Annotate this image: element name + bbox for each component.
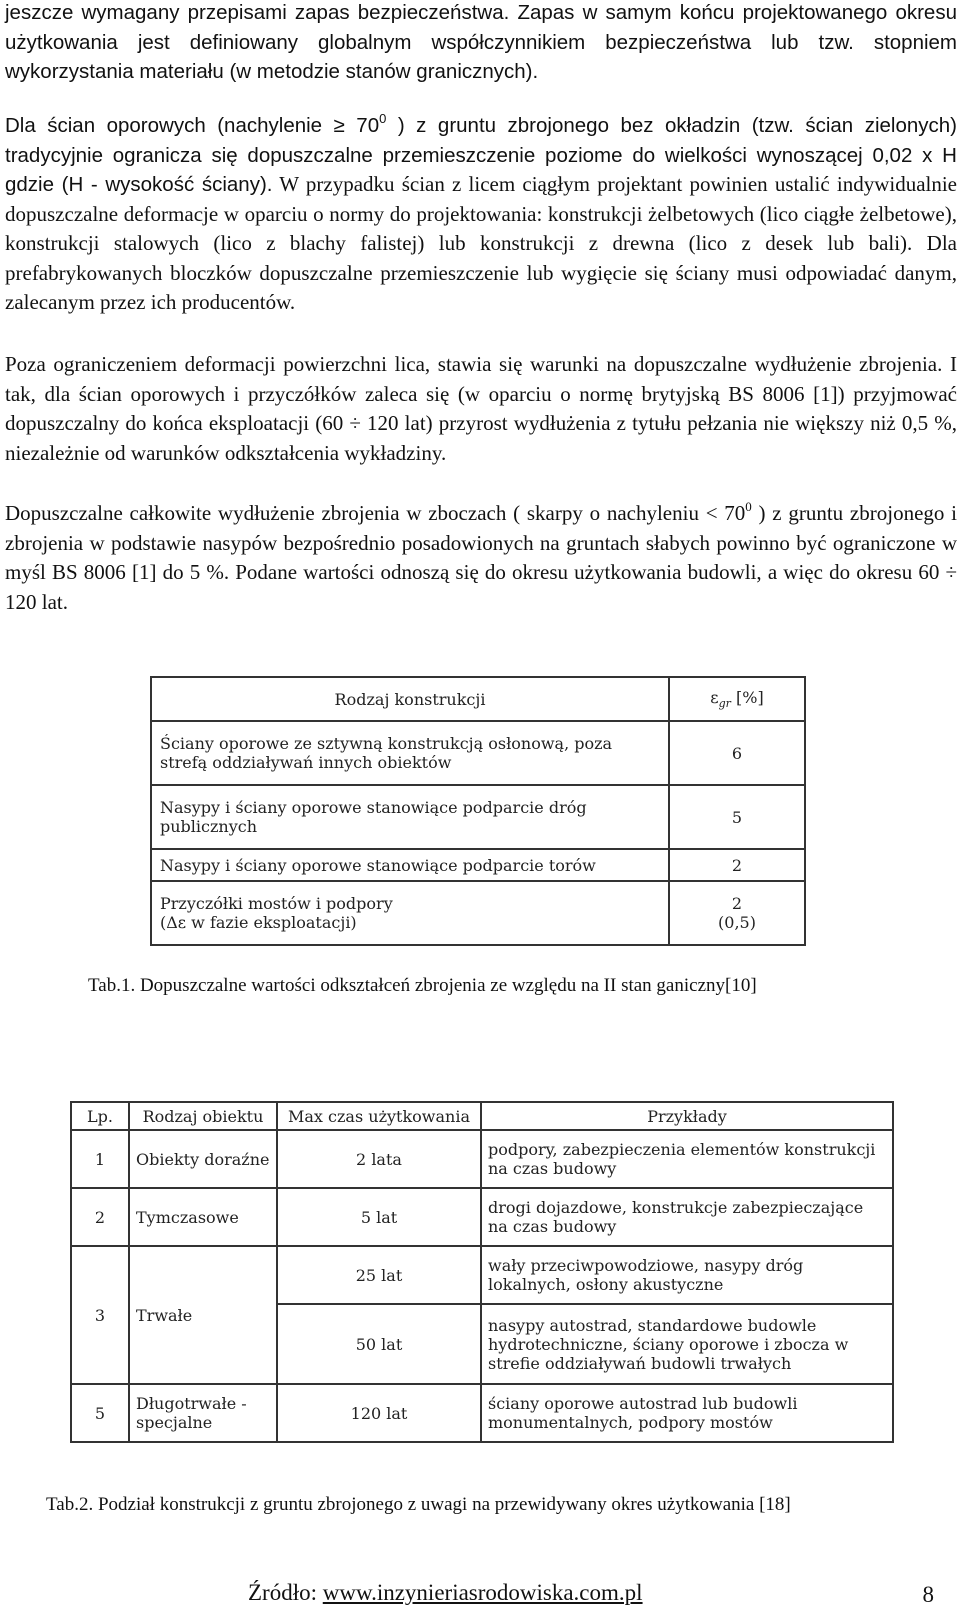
table-row — [71, 1384, 893, 1442]
paragraph-4-end: ) z gruntu zbrojonego i zbrojenia w podstawie nasypów bezpośrednio posadowionych na gruntach słabych powinno być ograniczone w myśl BS 8006 [1] do 5 %. Podane wartości odnoszą się do okresu użytkowania budowli, a więc do okresu 60 ÷ 120 lat. — [5, 501, 957, 614]
row-examples: ściany oporowe autostrad lub budowli monumentalnych, podpory mostów — [481, 1384, 893, 1442]
paragraph-2 — [5, 111, 957, 318]
row-examples: podpory, zabezpieczenia elementów konstrukcji na czas budowy — [481, 1130, 893, 1188]
paragraph-2-start: Dla ścian oporowych (nachylenie ≥ 70 — [5, 114, 380, 137]
table-row — [151, 721, 805, 785]
header-construction-type: Rodzaj konstrukcji — [151, 677, 669, 721]
row-type: Obiekty doraźne — [129, 1130, 277, 1188]
row-examples: wały przeciwpowodziowe, nasypy dróg lokalnych, osłony akustyczne — [481, 1246, 893, 1304]
degree-superscript: 0 — [379, 111, 387, 126]
degree-superscript: 0 — [745, 499, 752, 514]
header-lp: Lp. — [71, 1102, 129, 1130]
table-row — [71, 1246, 893, 1304]
row-name: Nasypy i ściany oporowe stanowiące podparcie torów — [151, 849, 669, 881]
row-time: 2 lata — [277, 1130, 481, 1188]
table-caption-2: Tab.2. Podział konstrukcji z gruntu zbrojonego z uwagi na przewidywany okres użytkowania [18] — [46, 1494, 791, 1515]
table-row — [151, 785, 805, 849]
row-time: 5 lat — [277, 1188, 481, 1246]
row-time: 120 lat — [277, 1384, 481, 1442]
row-name: Nasypy i ściany oporowe stanowiące podparcie dróg publicznych — [151, 785, 669, 849]
table-row — [151, 849, 805, 881]
paragraph-3: Poza ograniczeniem deformacji powierzchni lica, stawia się warunki na dopuszczalne wydłużenie zbrojenia. I tak, dla ścian oporowych i przyczółków zaleca się (w oparciu o normę brytyjską BS 8006 [1]) przyjmować dopuszczalny do końca eksploatacji (60 ÷ 120 lat) przyrost wydłużenia z tytułu pełzania nie większy niż 0,5 %, niezależnie od warunków odkształcenia wykładziny. — [5, 352, 957, 465]
table-row — [151, 881, 805, 945]
row-lp: 2 — [71, 1188, 129, 1246]
paragraph-1: jeszcze wymagany przepisami zapas bezpieczeństwa. Zapas w samym końcu projektowanego okresu użytkowania jest definiowany globalnym współczynnikiem bezpieczeństwa lub tzw. stopniem wykorzystania materiału (w metodzie stanów granicznych). — [5, 1, 957, 83]
row-examples: nasypy autostrad, standardowe budowle hydrotechniczne, ściany oporowe i zbocza w strefie oddziaływań budowli trwałych — [481, 1304, 893, 1384]
header-object-type: Rodzaj obiektu — [129, 1102, 277, 1130]
table-caption-1: Tab.1. Dopuszczalne wartości odkształceń zbrojenia ze względu na II stan ganiczny[10] — [88, 975, 757, 996]
row-examples: drogi dojazdowe, konstrukcje zabezpieczające na czas budowy — [481, 1188, 893, 1246]
table-service-life — [70, 1101, 894, 1443]
row-lp: 1 — [71, 1130, 129, 1188]
row-value: 6 — [669, 721, 805, 785]
header-max-time: Max czas użytkowania — [277, 1102, 481, 1130]
table-header-row — [151, 677, 805, 721]
footer-link[interactable]: www.inzynieriasrodowiska.com.pl — [322, 1580, 643, 1605]
row-name: Przyczółki mostów i podpory (Δε w fazie eksploatacji) — [151, 881, 669, 945]
table-row — [71, 1188, 893, 1246]
row-type: Tymczasowe — [129, 1188, 277, 1246]
row-time: 25 lat — [277, 1246, 481, 1304]
row-type: Długotrwałe - specjalne — [129, 1384, 277, 1442]
paragraph-4 — [5, 499, 957, 617]
row-time: 50 lat — [277, 1304, 481, 1384]
row-value: 2 — [669, 849, 805, 881]
table-row — [71, 1130, 893, 1188]
paragraph-2-mid: ) z gruntu zbrojonego bez okładzin (tzw. ścian zielonych) tradycyjnie ogranicza się dopuszczalne przemieszczenie poziome do wielkości wynoszącej 0,02 x H gdzie (H - wysokość ściany). — [5, 114, 957, 196]
paragraph-2-end: W przypadku ścian z licem ciągłym projektant powinien ustalić indywidualnie dopuszczalne deformacje w oparciu o normy do projektowania: konstrukcji żelbetowych (lico ciągłe żelbetowe), konstrukcji stalowych (lico z blachy falistej) lub konstrukcji z drewna (lico z desek lub bali). Dla prefabrykowanych bloczków dopuszczalne przemieszczenie lub wygięcie się ściany musi odpowiadać danym, zalecanym przez ich producentów. — [5, 172, 957, 314]
table-header-row — [71, 1102, 893, 1130]
paragraph-4-start: Dopuszczalne całkowite wydłużenie zbrojenia w zboczach ( skarpy o nachyleniu < 70 — [5, 501, 746, 525]
footer-label: Źródło: — [248, 1580, 323, 1605]
header-strain: $\varepsilon_{gr}$ [%] — [669, 677, 805, 721]
footer-source — [248, 1580, 643, 1606]
table-deformation-limits — [150, 676, 806, 946]
row-lp: 5 — [71, 1384, 129, 1442]
row-name: Ściany oporowe ze sztywną konstrukcją osłonową, poza strefą oddziaływań innych obiektów — [151, 721, 669, 785]
row-value: 5 — [669, 785, 805, 849]
page-number: 8 — [922, 1582, 934, 1607]
row-type: Trwałe — [129, 1246, 277, 1384]
header-examples: Przykłady — [481, 1102, 893, 1130]
row-lp: 3 — [71, 1246, 129, 1384]
row-value: 2 (0,5) — [669, 881, 805, 945]
